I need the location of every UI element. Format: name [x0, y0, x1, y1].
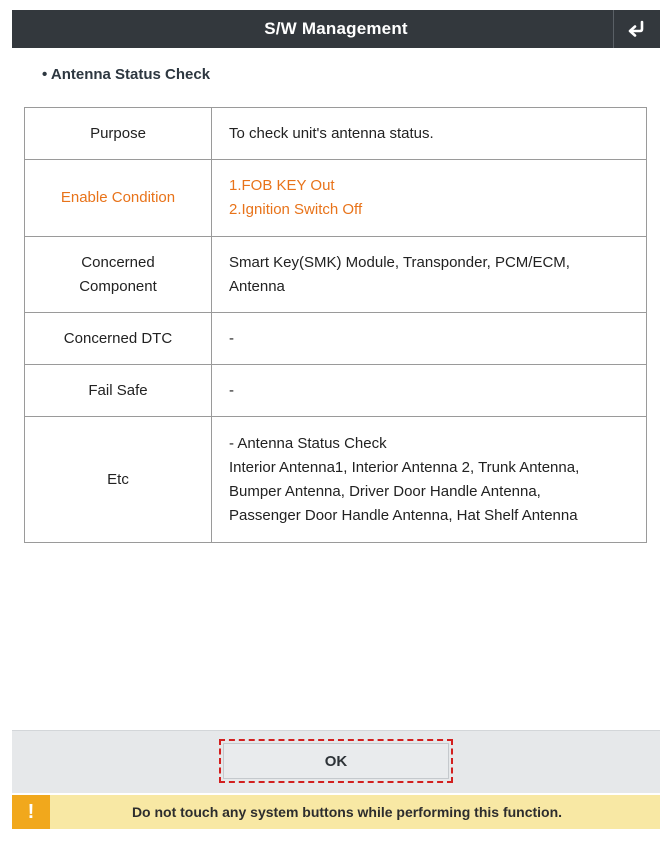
row-label-line: Concerned	[81, 253, 155, 271]
row-label: Fail Safe	[25, 365, 212, 417]
section-heading: • Antenna Status Check	[42, 66, 211, 83]
info-table	[24, 107, 647, 543]
row-label: Concerned DTC	[25, 313, 212, 365]
row-value	[212, 313, 647, 365]
table-row-fail-safe	[25, 365, 647, 417]
table-row-enable-condition	[25, 160, 647, 237]
row-label: Etc	[25, 417, 212, 543]
warning-icon: !	[12, 795, 50, 829]
row-value	[212, 160, 647, 237]
row-value-line: Bumper Antenna, Driver Door Handle Antenna,	[229, 482, 541, 500]
row-value-line: - Antenna Status Check	[229, 434, 387, 452]
row-value-line: 1.FOB KEY Out	[229, 177, 335, 194]
row-value-line: -	[229, 381, 234, 399]
row-label: Enable Condition	[25, 160, 212, 237]
row-value-line: Smart Key(SMK) Module, Transponder, PCM/ECM,	[229, 253, 570, 271]
ok-button[interactable]: OK	[223, 743, 449, 779]
table-row-purpose	[25, 108, 647, 160]
row-label: Purpose	[25, 108, 212, 160]
window-title: S/W Management	[264, 19, 408, 38]
table-row-concerned-component	[25, 237, 647, 313]
back-button[interactable]	[613, 10, 660, 48]
row-value	[212, 237, 647, 313]
warning-text: Do not touch any system buttons while performing this function.	[131, 804, 563, 820]
warning-bar	[12, 795, 660, 829]
row-value-line: Interior Antenna1, Interior Antenna 2, Trunk Antenna,	[229, 458, 580, 476]
row-label	[25, 237, 212, 313]
row-value-line: -	[229, 329, 234, 347]
row-value	[212, 365, 647, 417]
return-arrow-icon	[627, 20, 647, 38]
row-value	[212, 417, 647, 543]
title-bar	[12, 10, 660, 48]
row-value-line: Passenger Door Handle Antenna, Hat Shelf Antenna	[229, 506, 578, 524]
row-value	[212, 108, 647, 160]
row-value-line: 2.Ignition Switch Off	[229, 201, 363, 218]
row-value-line: To check unit's antenna status.	[229, 124, 434, 142]
table-row-concerned-dtc	[25, 313, 647, 365]
row-label-line: Component	[79, 277, 157, 295]
row-value-line: Antenna	[229, 277, 285, 295]
table-row-etc	[25, 417, 647, 543]
